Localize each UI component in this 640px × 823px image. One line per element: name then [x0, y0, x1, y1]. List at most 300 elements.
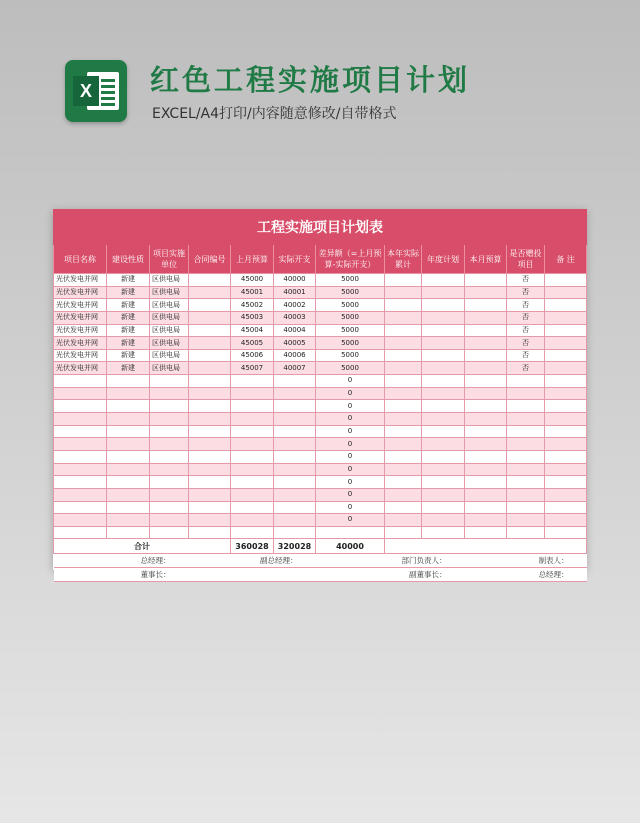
table-cell[interactable]: [422, 450, 465, 463]
table-cell[interactable]: [150, 375, 189, 388]
table-cell[interactable]: [465, 476, 507, 489]
table-cell[interactable]: [316, 526, 385, 539]
table-cell[interactable]: [189, 400, 231, 413]
table-cell[interactable]: [422, 311, 465, 324]
table-cell[interactable]: [150, 425, 189, 438]
table-cell[interactable]: [150, 387, 189, 400]
table-cell[interactable]: [189, 286, 231, 299]
table-cell[interactable]: [150, 526, 189, 539]
table-cell[interactable]: [422, 526, 465, 539]
table-cell[interactable]: [189, 438, 231, 451]
table-row: [54, 362, 587, 375]
column-header: 本月预算: [465, 245, 507, 274]
table-cell[interactable]: 新建: [107, 324, 150, 337]
table-cell[interactable]: 区供电局: [150, 337, 189, 350]
table-cell[interactable]: [385, 526, 422, 539]
table-cell[interactable]: 5000: [316, 286, 385, 299]
column-header: 建设性质: [107, 245, 150, 274]
table-cell[interactable]: 光伏发电并网: [54, 286, 107, 299]
table-cell[interactable]: [54, 413, 107, 426]
table-cell[interactable]: [422, 286, 465, 299]
table-cell[interactable]: [465, 501, 507, 514]
table-cell[interactable]: [189, 362, 231, 375]
table-cell[interactable]: [465, 299, 507, 312]
table-cell[interactable]: [385, 476, 422, 489]
table-cell[interactable]: [545, 311, 587, 324]
table-cell[interactable]: 5000: [316, 337, 385, 350]
table-cell[interactable]: [274, 413, 316, 426]
table-cell[interactable]: [150, 400, 189, 413]
table-cell[interactable]: 40007: [274, 362, 316, 375]
table-cell[interactable]: [54, 488, 107, 501]
table-cell[interactable]: 5000: [316, 299, 385, 312]
table-cell[interactable]: [54, 463, 107, 476]
table-cell[interactable]: [422, 488, 465, 501]
table-cell[interactable]: [385, 274, 422, 287]
table-row: [54, 514, 587, 527]
table-cell[interactable]: 0: [316, 425, 385, 438]
table-cell[interactable]: 否: [507, 362, 545, 375]
table-cell[interactable]: [54, 438, 107, 451]
table-cell[interactable]: [54, 375, 107, 388]
table-cell[interactable]: [465, 438, 507, 451]
table-cell[interactable]: [231, 387, 274, 400]
table-cell[interactable]: [274, 387, 316, 400]
table-body: [54, 274, 587, 582]
table-cell[interactable]: [150, 488, 189, 501]
table-cell[interactable]: 光伏发电并网: [54, 362, 107, 375]
table-cell[interactable]: [189, 324, 231, 337]
table-cell[interactable]: 0: [316, 400, 385, 413]
table-cell[interactable]: [545, 375, 587, 388]
total-label: 合计: [54, 539, 231, 554]
table-cell[interactable]: [507, 501, 545, 514]
table-cell[interactable]: [507, 425, 545, 438]
table-cell[interactable]: 光伏发电并网: [54, 299, 107, 312]
signature-label: 副总经理：: [189, 554, 316, 568]
table-row: [54, 501, 587, 514]
table-row: [54, 425, 587, 438]
column-header: 上月预算: [231, 245, 274, 274]
table-cell[interactable]: [465, 286, 507, 299]
table-cell[interactable]: [465, 324, 507, 337]
table-cell[interactable]: [545, 514, 587, 527]
table-cell[interactable]: [545, 438, 587, 451]
table-row: [54, 387, 587, 400]
table-cell[interactable]: [54, 526, 107, 539]
table-cell[interactable]: [150, 413, 189, 426]
table-cell[interactable]: [545, 450, 587, 463]
table-cell[interactable]: [465, 463, 507, 476]
table-cell[interactable]: 光伏发电并网: [54, 337, 107, 350]
table-cell[interactable]: [54, 450, 107, 463]
table-cell[interactable]: 新建: [107, 274, 150, 287]
column-header: 备 注: [545, 245, 587, 274]
table-row: [54, 274, 587, 287]
table-cell[interactable]: 区供电局: [150, 324, 189, 337]
table-cell[interactable]: [465, 450, 507, 463]
table-cell[interactable]: [231, 425, 274, 438]
table-row: [54, 450, 587, 463]
table-cell[interactable]: [274, 438, 316, 451]
table-cell[interactable]: [274, 400, 316, 413]
table-cell[interactable]: 新建: [107, 337, 150, 350]
table-cell[interactable]: [274, 514, 316, 527]
table-cell[interactable]: [107, 375, 150, 388]
table-cell[interactable]: [385, 349, 422, 362]
table-cell[interactable]: [545, 400, 587, 413]
table-cell[interactable]: [507, 413, 545, 426]
table-cell[interactable]: [189, 349, 231, 362]
table-cell[interactable]: [465, 311, 507, 324]
table-cell[interactable]: [465, 337, 507, 350]
table-cell[interactable]: 新建: [107, 349, 150, 362]
table-cell[interactable]: [54, 514, 107, 527]
table-cell[interactable]: 5000: [316, 362, 385, 375]
table-cell[interactable]: 0: [316, 387, 385, 400]
table-cell[interactable]: [465, 387, 507, 400]
table-cell[interactable]: [231, 501, 274, 514]
table-cell[interactable]: [274, 450, 316, 463]
table-cell[interactable]: [422, 324, 465, 337]
table-row: [54, 413, 587, 426]
table-row: [54, 438, 587, 451]
table-cell[interactable]: [189, 387, 231, 400]
table-cell[interactable]: [107, 526, 150, 539]
table-cell[interactable]: 否: [507, 337, 545, 350]
table-cell[interactable]: 区供电局: [150, 311, 189, 324]
table-cell[interactable]: [231, 438, 274, 451]
table-cell[interactable]: [545, 425, 587, 438]
table-cell[interactable]: [150, 450, 189, 463]
table-row: [54, 526, 587, 539]
table-cell[interactable]: [385, 362, 422, 375]
table-cell[interactable]: [385, 299, 422, 312]
table-cell[interactable]: [231, 476, 274, 489]
table-caption: 工程实施项目计划表: [54, 210, 587, 245]
table-cell[interactable]: [231, 450, 274, 463]
table-cell[interactable]: [385, 337, 422, 350]
table-cell[interactable]: [189, 425, 231, 438]
table-cell[interactable]: [465, 488, 507, 501]
column-header: 项目实施单位: [150, 245, 189, 274]
table-cell[interactable]: [422, 274, 465, 287]
table-cell[interactable]: [422, 337, 465, 350]
table-row: [54, 337, 587, 350]
table-cell[interactable]: [189, 450, 231, 463]
table-cell[interactable]: 光伏发电并网: [54, 311, 107, 324]
table-cell[interactable]: 区供电局: [150, 274, 189, 287]
table-cell[interactable]: 新建: [107, 362, 150, 375]
table-cell[interactable]: [189, 526, 231, 539]
table-cell[interactable]: [422, 463, 465, 476]
signature-row: [54, 554, 587, 568]
table-cell[interactable]: 40002: [274, 299, 316, 312]
table-cell[interactable]: [274, 526, 316, 539]
table-cell[interactable]: 40005: [274, 337, 316, 350]
table-cell[interactable]: [545, 501, 587, 514]
table-cell[interactable]: [189, 299, 231, 312]
table-cell[interactable]: [507, 514, 545, 527]
column-header: 是否赠投项目: [507, 245, 545, 274]
table-cell[interactable]: 否: [507, 274, 545, 287]
table-cell[interactable]: 45000: [231, 274, 274, 287]
table-cell[interactable]: [507, 488, 545, 501]
table-cell[interactable]: [545, 476, 587, 489]
table-cell[interactable]: [385, 450, 422, 463]
table-cell[interactable]: [54, 425, 107, 438]
table-cell[interactable]: 45002: [231, 299, 274, 312]
table-cell[interactable]: 5000: [316, 324, 385, 337]
table-cell[interactable]: [385, 514, 422, 527]
table-cell[interactable]: [465, 362, 507, 375]
table-cell[interactable]: [189, 375, 231, 388]
table-cell[interactable]: 0: [316, 501, 385, 514]
table-cell[interactable]: [507, 387, 545, 400]
table-cell[interactable]: [465, 526, 507, 539]
table-cell[interactable]: [385, 286, 422, 299]
table-cell[interactable]: 0: [316, 488, 385, 501]
table-cell[interactable]: [107, 450, 150, 463]
table-cell[interactable]: [507, 375, 545, 388]
table-cell[interactable]: [422, 362, 465, 375]
column-header: 差异额（=上月预算-实际开支）: [316, 245, 385, 274]
table-cell[interactable]: 0: [316, 375, 385, 388]
table-cell[interactable]: [465, 425, 507, 438]
column-header: 实际开支: [274, 245, 316, 274]
table-cell[interactable]: [150, 476, 189, 489]
table-cell[interactable]: 40004: [274, 324, 316, 337]
total-blank: [385, 539, 587, 554]
table-cell[interactable]: [107, 463, 150, 476]
table-cell[interactable]: [274, 425, 316, 438]
table-cell[interactable]: [189, 488, 231, 501]
table-cell[interactable]: [422, 425, 465, 438]
table-cell[interactable]: [107, 400, 150, 413]
table-row: [54, 400, 587, 413]
table-cell[interactable]: 新建: [107, 286, 150, 299]
table-cell[interactable]: [107, 514, 150, 527]
table-cell[interactable]: [422, 299, 465, 312]
table-header-row: [54, 245, 587, 274]
table-cell[interactable]: [545, 337, 587, 350]
table-cell[interactable]: [545, 488, 587, 501]
table-cell[interactable]: [545, 463, 587, 476]
table-cell[interactable]: 0: [316, 438, 385, 451]
table-cell[interactable]: [422, 476, 465, 489]
table-cell[interactable]: 区供电局: [150, 362, 189, 375]
table-row: [54, 286, 587, 299]
table-cell[interactable]: [107, 438, 150, 451]
table-cell[interactable]: [507, 463, 545, 476]
table-cell[interactable]: [107, 488, 150, 501]
table-cell[interactable]: [231, 463, 274, 476]
table-cell[interactable]: [231, 526, 274, 539]
table-cell[interactable]: [385, 488, 422, 501]
table-cell[interactable]: 否: [507, 286, 545, 299]
table-cell[interactable]: 0: [316, 463, 385, 476]
table-cell[interactable]: [507, 526, 545, 539]
table-cell[interactable]: 否: [507, 349, 545, 362]
table-cell[interactable]: [54, 387, 107, 400]
table-cell[interactable]: 45001: [231, 286, 274, 299]
table-cell[interactable]: 区供电局: [150, 299, 189, 312]
table-cell[interactable]: 光伏发电并网: [54, 274, 107, 287]
table-cell[interactable]: [385, 438, 422, 451]
table-cell[interactable]: 40003: [274, 311, 316, 324]
table-cell[interactable]: [385, 425, 422, 438]
table-cell[interactable]: [189, 463, 231, 476]
table-cell[interactable]: [107, 413, 150, 426]
table-cell[interactable]: [422, 501, 465, 514]
spreadsheet-preview: [53, 209, 586, 580]
column-header: 项目名称: [54, 245, 107, 274]
table-cell[interactable]: 区供电局: [150, 349, 189, 362]
table-cell[interactable]: [274, 501, 316, 514]
table-cell[interactable]: 0: [316, 450, 385, 463]
table-cell[interactable]: [545, 413, 587, 426]
table-cell[interactable]: [545, 274, 587, 287]
table-cell[interactable]: 45003: [231, 311, 274, 324]
table-cell[interactable]: [507, 476, 545, 489]
table-cell[interactable]: [274, 463, 316, 476]
table-cell[interactable]: [507, 450, 545, 463]
table-cell[interactable]: [150, 438, 189, 451]
table-cell[interactable]: [422, 349, 465, 362]
table-cell[interactable]: [385, 311, 422, 324]
table-cell[interactable]: [385, 375, 422, 388]
table-cell[interactable]: [422, 413, 465, 426]
table-cell[interactable]: 45004: [231, 324, 274, 337]
table-cell[interactable]: [189, 274, 231, 287]
table-cell[interactable]: [274, 476, 316, 489]
total-difference: 40000: [316, 539, 385, 554]
table-cell[interactable]: [107, 476, 150, 489]
table-cell[interactable]: [231, 400, 274, 413]
table-cell[interactable]: [422, 400, 465, 413]
table-cell[interactable]: 40006: [274, 349, 316, 362]
table-cell[interactable]: [385, 413, 422, 426]
table-cell[interactable]: [385, 400, 422, 413]
table-cell[interactable]: 区供电局: [150, 286, 189, 299]
table-cell[interactable]: [545, 299, 587, 312]
table-cell[interactable]: 光伏发电并网: [54, 349, 107, 362]
table-cell[interactable]: [545, 362, 587, 375]
table-cell[interactable]: [422, 438, 465, 451]
table-cell[interactable]: [107, 425, 150, 438]
table-cell[interactable]: [189, 514, 231, 527]
table-cell[interactable]: 5000: [316, 274, 385, 287]
table-cell[interactable]: [231, 514, 274, 527]
table-cell[interactable]: [465, 413, 507, 426]
total-row: [54, 539, 587, 554]
table-cell[interactable]: 5000: [316, 349, 385, 362]
table-cell[interactable]: [545, 526, 587, 539]
table-cell[interactable]: [189, 476, 231, 489]
table-cell[interactable]: [545, 349, 587, 362]
table-cell[interactable]: [507, 400, 545, 413]
table-cell[interactable]: [422, 387, 465, 400]
page-title: 红色工程实施项目计划: [150, 63, 471, 97]
table-cell[interactable]: 45005: [231, 337, 274, 350]
table-cell[interactable]: [231, 413, 274, 426]
signature-label: 部门负责人：: [316, 554, 465, 568]
table-cell[interactable]: [385, 387, 422, 400]
table-cell[interactable]: [189, 413, 231, 426]
table-cell[interactable]: [465, 274, 507, 287]
table-cell[interactable]: 0: [316, 476, 385, 489]
table-cell[interactable]: [422, 375, 465, 388]
table-cell[interactable]: 新建: [107, 299, 150, 312]
table-cell[interactable]: 45006: [231, 349, 274, 362]
table-cell[interactable]: [545, 324, 587, 337]
signature-label: 董事长：: [54, 568, 189, 582]
table-cell[interactable]: [54, 476, 107, 489]
table-cell[interactable]: [385, 501, 422, 514]
signature-label: 制表人：: [465, 554, 587, 568]
table-cell[interactable]: [189, 337, 231, 350]
table-cell[interactable]: [231, 488, 274, 501]
total-last-month-budget: 360028: [231, 539, 274, 554]
table-cell[interactable]: [385, 463, 422, 476]
table-cell[interactable]: [189, 501, 231, 514]
excel-x-icon: X: [73, 76, 99, 106]
table-cell[interactable]: [545, 387, 587, 400]
table-cell[interactable]: 光伏发电并网: [54, 324, 107, 337]
signature-label: [189, 568, 316, 582]
table-cell[interactable]: [545, 286, 587, 299]
column-header: 年度计划: [422, 245, 465, 274]
table-cell[interactable]: [231, 375, 274, 388]
table-cell[interactable]: [507, 438, 545, 451]
table-cell[interactable]: [465, 514, 507, 527]
table-cell[interactable]: 40001: [274, 286, 316, 299]
table-cell[interactable]: [189, 311, 231, 324]
page-subtitle: EXCEL/A4打印/内容随意修改/自带格式: [152, 106, 397, 122]
table-cell[interactable]: [150, 501, 189, 514]
table-cell[interactable]: [274, 488, 316, 501]
table-cell[interactable]: 5000: [316, 311, 385, 324]
table-cell[interactable]: 0: [316, 413, 385, 426]
table-cell[interactable]: 否: [507, 311, 545, 324]
signature-label: 副董事长：: [316, 568, 465, 582]
table-cell[interactable]: [274, 375, 316, 388]
table-cell[interactable]: 0: [316, 514, 385, 527]
table-cell[interactable]: [54, 501, 107, 514]
table-cell[interactable]: [54, 400, 107, 413]
table-cell[interactable]: [107, 387, 150, 400]
table-cell[interactable]: 40000: [274, 274, 316, 287]
table-cell[interactable]: [465, 349, 507, 362]
table-cell[interactable]: [150, 514, 189, 527]
table-cell[interactable]: [465, 400, 507, 413]
table-cell[interactable]: 新建: [107, 311, 150, 324]
table-cell[interactable]: [465, 375, 507, 388]
project-plan-table: [53, 209, 587, 582]
table-cell[interactable]: [422, 514, 465, 527]
signature-label: 总经理：: [54, 554, 189, 568]
table-cell[interactable]: 否: [507, 299, 545, 312]
table-cell[interactable]: [107, 501, 150, 514]
table-row: [54, 463, 587, 476]
table-cell[interactable]: [385, 324, 422, 337]
table-cell[interactable]: [150, 463, 189, 476]
table-cell[interactable]: 45007: [231, 362, 274, 375]
table-row: [54, 324, 587, 337]
signature-label: 总经理：: [465, 568, 587, 582]
table-cell[interactable]: 否: [507, 324, 545, 337]
table-row: [54, 488, 587, 501]
